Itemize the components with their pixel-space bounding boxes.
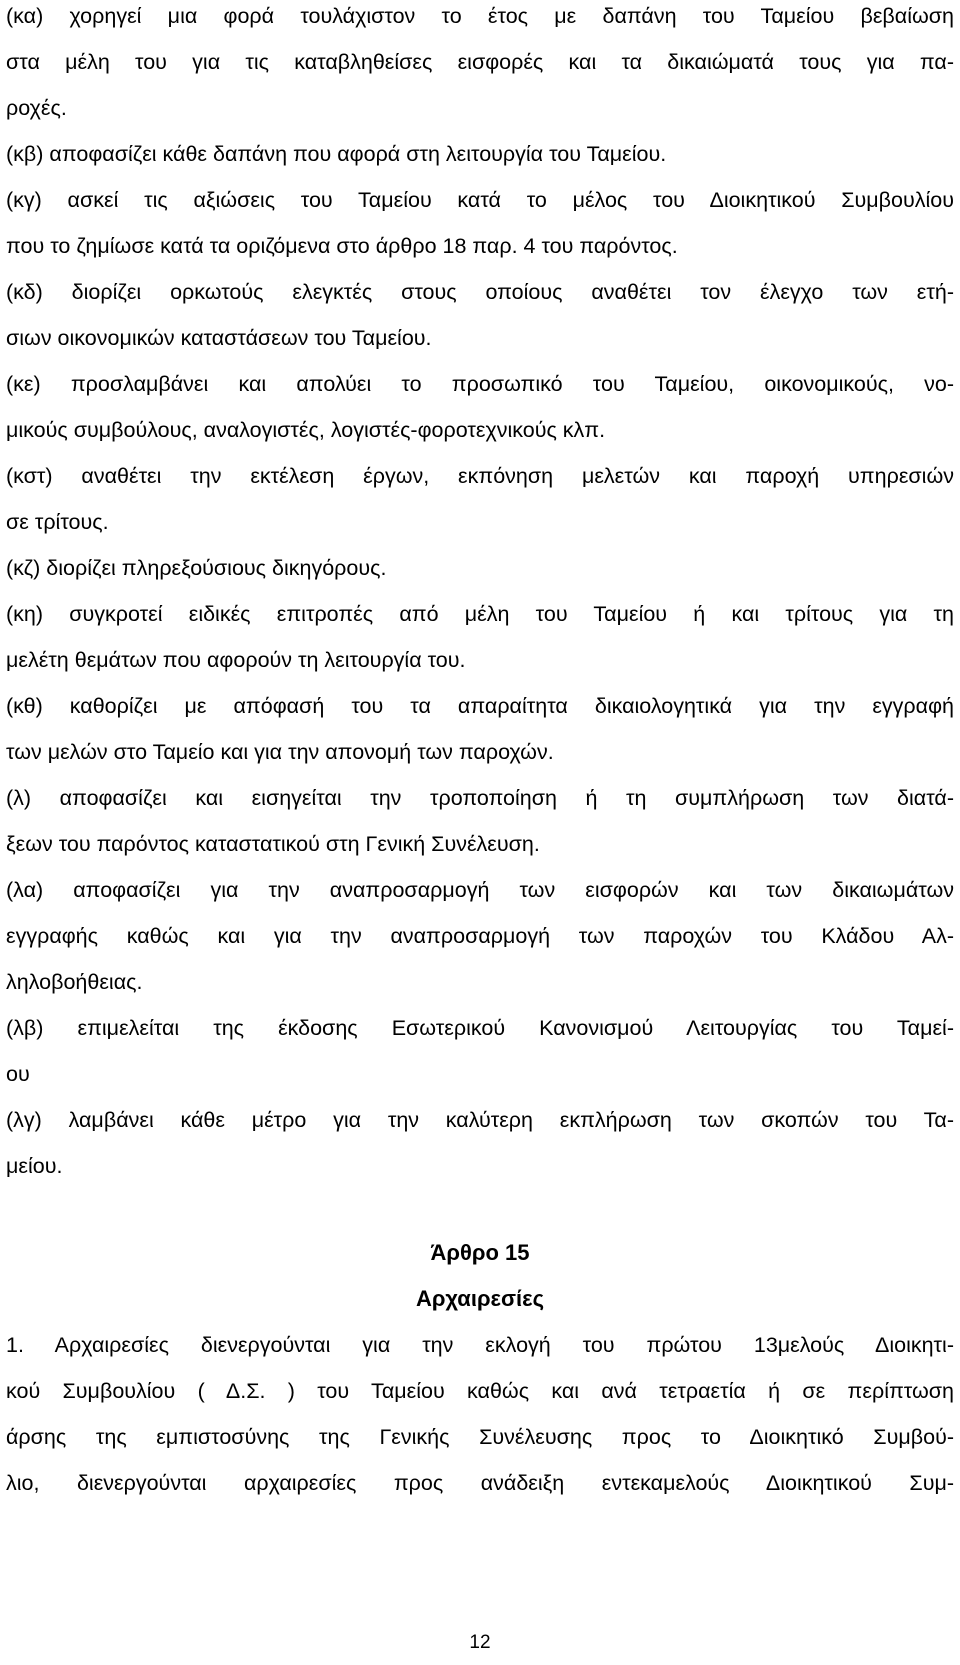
text-line: ληλοβοήθειας. xyxy=(6,970,143,994)
text-line: (λα) αποφασίζει για την αναπροσαρμογή των εισφορών και των δικαιωμάτων xyxy=(6,878,954,902)
page-number: 12 xyxy=(469,1632,491,1653)
text-line: που το ζημίωσε κατά τα οριζόμενα στο άρθρο 18 παρ. 4 του παρόντος. xyxy=(6,234,678,258)
text-line: σιων οικονομικών καταστάσεων του Ταμείου. xyxy=(6,326,432,350)
text-line: ροχές. xyxy=(6,96,67,120)
text-line: (κθ) καθορίζει με απόφασή του τα απαραίτητα δικαιολογητικά για την εγγραφή xyxy=(6,694,954,718)
text-line: (κα) χορηγεί μια φορά τουλάχιστον το έτος με δαπάνη του Ταμείου βεβαίωση xyxy=(6,4,954,28)
text-line: εγγραφής καθώς και για την αναπροσαρμογή των παροχών του Κλάδου Αλ- xyxy=(6,924,954,948)
text-line: (κβ) αποφασίζει κάθε δαπάνη που αφορά στη λειτουργία του Ταμείου. xyxy=(6,142,667,166)
text-line: 1. Αρχαιρεσίες διενεργούνται για την εκλογή του πρώτου 13μελούς Διοικητι- xyxy=(6,1333,954,1357)
text-line: ου xyxy=(6,1062,30,1086)
text-line: (λ) αποφασίζει και εισηγείται την τροποποίηση ή τη συμπλήρωση των διατά- xyxy=(6,786,954,810)
article-title: Άρθρο 15 xyxy=(430,1240,530,1265)
text-line: λιο, διενεργούνται αρχαιρεσίες προς ανάδειξη εντεκαμελούς Διοικητικού Συμ- xyxy=(6,1471,954,1495)
text-line: ξεων του παρόντος καταστατικού στη Γενική Συνέλευση. xyxy=(6,832,540,856)
text-line: των μελών στο Ταμείο και για την απονομή των παροχών. xyxy=(6,740,554,764)
text-line: στα μέλη του για τις καταβληθείσες εισφορές και τα δικαιώματά τους για πα- xyxy=(6,50,954,74)
text-line: (λβ) επιμελείται της έκδοσης Εσωτερικού Κανονισμού Λειτουργίας του Ταμεί- xyxy=(6,1016,954,1040)
text-line: σε τρίτους. xyxy=(6,510,109,534)
text-line: (κζ) διορίζει πληρεξούσιους δικηγόρους. xyxy=(6,556,387,580)
text-line: άρσης της εμπιστοσύνης της Γενικής Συνέλευσης προς το Διοικητικό Συμβού- xyxy=(6,1425,954,1449)
text-line: (κγ) ασκεί τις αξιώσεις του Ταμείου κατά το μέλος του Διοικητικού Συμβουλίου xyxy=(6,188,954,212)
text-line: (κη) συγκροτεί ειδικές επιτροπές από μέλη του Ταμείου ή και τρίτους για τη xyxy=(6,602,954,626)
text-line: (κστ) αναθέτει την εκτέλεση έργων, εκπόνηση μελετών και παροχή υπηρεσιών xyxy=(6,464,954,488)
text-line: κού Συμβουλίου ( Δ.Σ. ) του Ταμείου καθώς και ανά τετραετία ή σε περίπτωση xyxy=(6,1379,954,1403)
text-line: μελέτη θεμάτων που αφορούν τη λειτουργία του. xyxy=(6,648,466,672)
text-line: (κδ) διορίζει ορκωτούς ελεγκτές στους οποίους αναθέτει τον έλεγχο των ετή- xyxy=(6,280,954,304)
text-line: (λγ) λαμβάνει κάθε μέτρο για την καλύτερη εκπλήρωση των σκοπών του Τα- xyxy=(6,1108,954,1132)
text-line: (κε) προσλαμβάνει και απολύει το προσωπικό του Ταμείου, οικονομικούς, νο- xyxy=(6,372,954,396)
text-line: μείου. xyxy=(6,1154,63,1178)
text-line: μικούς συμβούλους, αναλογιστές, λογιστές-φοροτεχνικούς κλπ. xyxy=(6,418,606,442)
article-subtitle: Αρχαιρεσίες xyxy=(415,1286,545,1311)
